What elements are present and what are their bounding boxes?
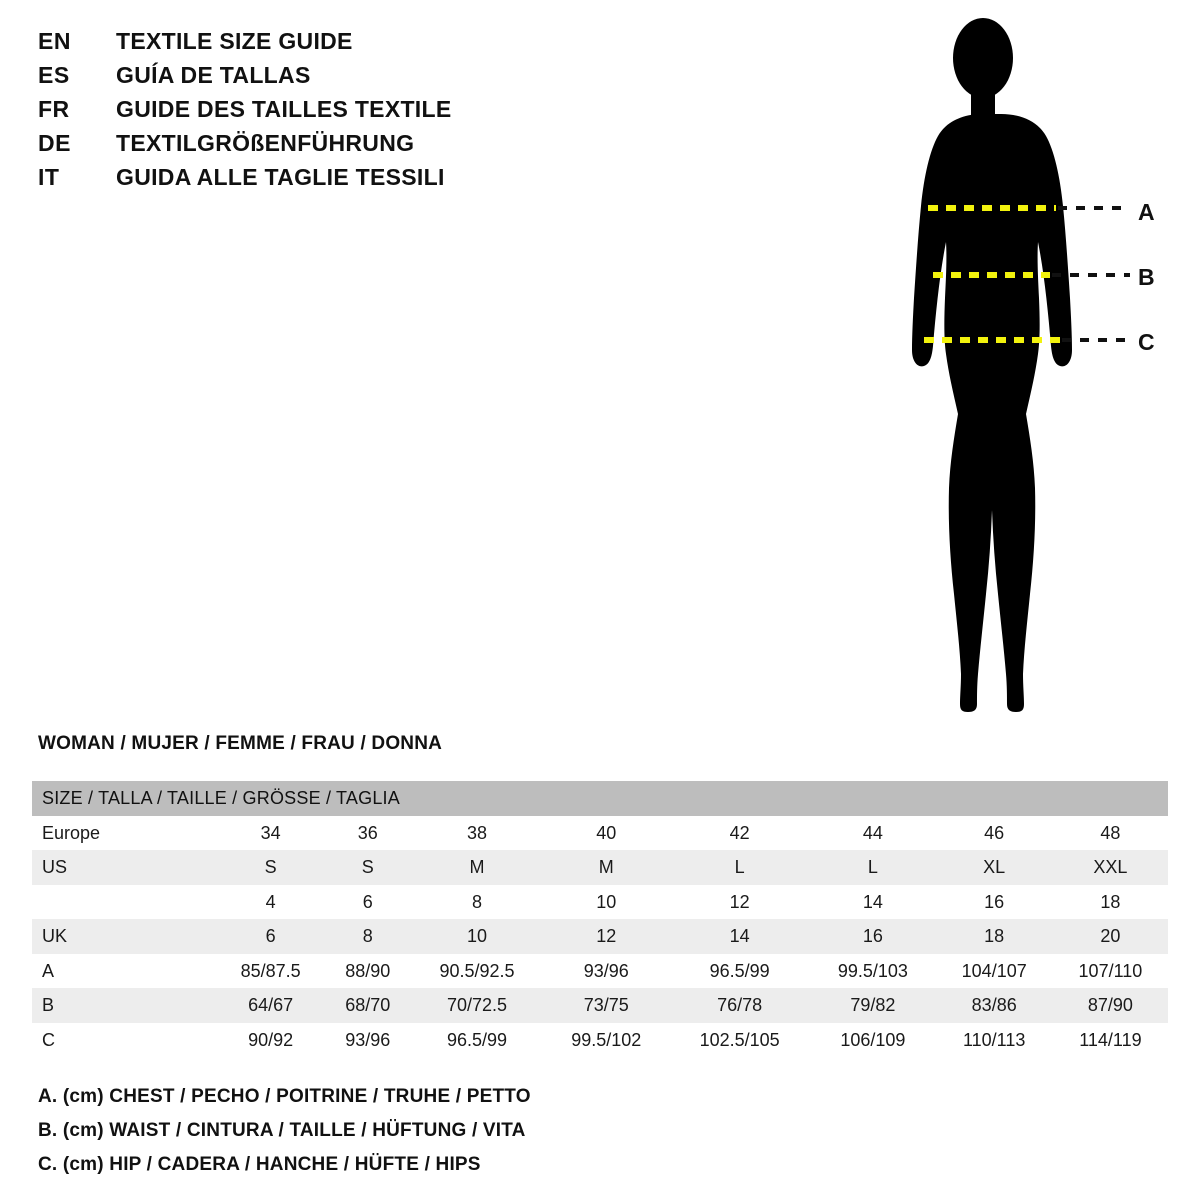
cell-b-5: 79/82: [810, 988, 935, 1023]
cell-c-6: 110/113: [936, 1023, 1053, 1058]
cell-us-6: XL: [936, 850, 1053, 885]
cell-europe-1: 36: [325, 816, 410, 851]
cell-uk-3: 12: [544, 919, 669, 954]
table-row: [32, 954, 1168, 989]
cell-usnum-6: 16: [936, 885, 1053, 920]
cell-b-7: 87/90: [1053, 988, 1168, 1023]
cell-usnum-4: 12: [669, 885, 810, 920]
measure-label-b: B: [1138, 264, 1155, 290]
cell-a-2: 90.5/92.5: [410, 954, 543, 989]
footnote-c: C. (cm) HIP / CADERA / HANCHE / HÜFTE / HIPS: [38, 1154, 481, 1175]
cell-a-7: 107/110: [1053, 954, 1168, 989]
table-row: [32, 850, 1168, 885]
title-row-en: [38, 28, 558, 55]
cell-uk-6: 18: [936, 919, 1053, 954]
title-lang-es: ES: [38, 62, 70, 88]
cell-uk-4: 14: [669, 919, 810, 954]
cell-c-0: 90/92: [216, 1023, 325, 1058]
row-label-a: A: [32, 954, 216, 989]
cell-europe-2: 38: [410, 816, 543, 851]
cell-uk-2: 10: [410, 919, 543, 954]
size-table: [32, 781, 1168, 1057]
cell-a-3: 93/96: [544, 954, 669, 989]
cell-b-2: 70/72.5: [410, 988, 543, 1023]
row-label-b: B: [32, 988, 216, 1023]
footnote-a: A. (cm) CHEST / PECHO / POITRINE / TRUHE / PETTO: [38, 1086, 531, 1107]
cell-c-7: 114/119: [1053, 1023, 1168, 1058]
title-text-de: TEXTILGRÖßENFÜHRUNG: [116, 130, 415, 156]
silhouette-svg: [850, 10, 1180, 740]
table-header-label: SIZE / TALLA / TAILLE / GRÖSSE / TAGLIA: [32, 781, 1168, 816]
table-row: [32, 919, 1168, 954]
measure-label-c: C: [1138, 329, 1155, 355]
cell-us-4: L: [669, 850, 810, 885]
table-row: [32, 988, 1168, 1023]
cell-usnum-0: 4: [216, 885, 325, 920]
cell-europe-4: 42: [669, 816, 810, 851]
body-silhouette: [912, 18, 1072, 712]
title-lang-de: DE: [38, 130, 71, 156]
cell-uk-5: 16: [810, 919, 935, 954]
table-row: [32, 885, 1168, 920]
female-silhouette-figure: [850, 10, 1180, 740]
title-text-en: TEXTILE SIZE GUIDE: [116, 28, 353, 54]
cell-us-5: L: [810, 850, 935, 885]
cell-b-4: 76/78: [669, 988, 810, 1023]
cell-c-2: 96.5/99: [410, 1023, 543, 1058]
cell-europe-7: 48: [1053, 816, 1168, 851]
table-row: [32, 816, 1168, 851]
cell-us-1: S: [325, 850, 410, 885]
cell-europe-0: 34: [216, 816, 325, 851]
cell-a-5: 99.5/103: [810, 954, 935, 989]
table-row: [32, 1023, 1168, 1058]
cell-uk-7: 20: [1053, 919, 1168, 954]
cell-us-0: S: [216, 850, 325, 885]
cell-usnum-2: 8: [410, 885, 543, 920]
title-text-it: GUIDA ALLE TAGLIE TESSILI: [116, 164, 445, 190]
footnote-b: B. (cm) WAIST / CINTURA / TAILLE / HÜFTUNG / VITA: [38, 1120, 526, 1141]
cell-europe-5: 44: [810, 816, 935, 851]
cell-b-6: 83/86: [936, 988, 1053, 1023]
cell-b-0: 64/67: [216, 988, 325, 1023]
table-header-row: [32, 781, 1168, 816]
row-label-europe: Europe: [32, 816, 216, 851]
title-row-es: [38, 62, 558, 89]
row-label-c: C: [32, 1023, 216, 1058]
cell-c-5: 106/109: [810, 1023, 935, 1058]
title-lang-en: EN: [38, 28, 71, 54]
cell-a-6: 104/107: [936, 954, 1053, 989]
cell-us-7: XXL: [1053, 850, 1168, 885]
title-row-it: [38, 164, 558, 191]
cell-uk-1: 8: [325, 919, 410, 954]
title-lang-it: IT: [38, 164, 60, 190]
title-lang-fr: FR: [38, 96, 70, 122]
cell-usnum-7: 18: [1053, 885, 1168, 920]
cell-b-3: 73/75: [544, 988, 669, 1023]
cell-a-0: 85/87.5: [216, 954, 325, 989]
cell-us-3: M: [544, 850, 669, 885]
title-row-de: [38, 130, 558, 157]
cell-usnum-3: 10: [544, 885, 669, 920]
cell-b-1: 68/70: [325, 988, 410, 1023]
cell-c-4: 102.5/105: [669, 1023, 810, 1058]
title-text-es: GUÍA DE TALLAS: [116, 62, 311, 88]
cell-us-2: M: [410, 850, 543, 885]
cell-a-4: 96.5/99: [669, 954, 810, 989]
measure-label-a: A: [1138, 199, 1155, 225]
row-label-uk: UK: [32, 919, 216, 954]
cell-usnum-5: 14: [810, 885, 935, 920]
title-block: [38, 28, 558, 198]
cell-uk-0: 6: [216, 919, 325, 954]
cell-europe-3: 40: [544, 816, 669, 851]
cell-a-1: 88/90: [325, 954, 410, 989]
cell-europe-6: 46: [936, 816, 1053, 851]
table-caption: WOMAN / MUJER / FEMME / FRAU / DONNA: [38, 733, 443, 754]
title-text-fr: GUIDE DES TAILLES TEXTILE: [116, 96, 452, 122]
cell-usnum-1: 6: [325, 885, 410, 920]
row-label-us-numeric: [32, 885, 216, 920]
footnotes: [38, 1086, 531, 1188]
row-label-us: US: [32, 850, 216, 885]
title-row-fr: [38, 96, 558, 123]
cell-c-3: 99.5/102: [544, 1023, 669, 1058]
cell-c-1: 93/96: [325, 1023, 410, 1058]
